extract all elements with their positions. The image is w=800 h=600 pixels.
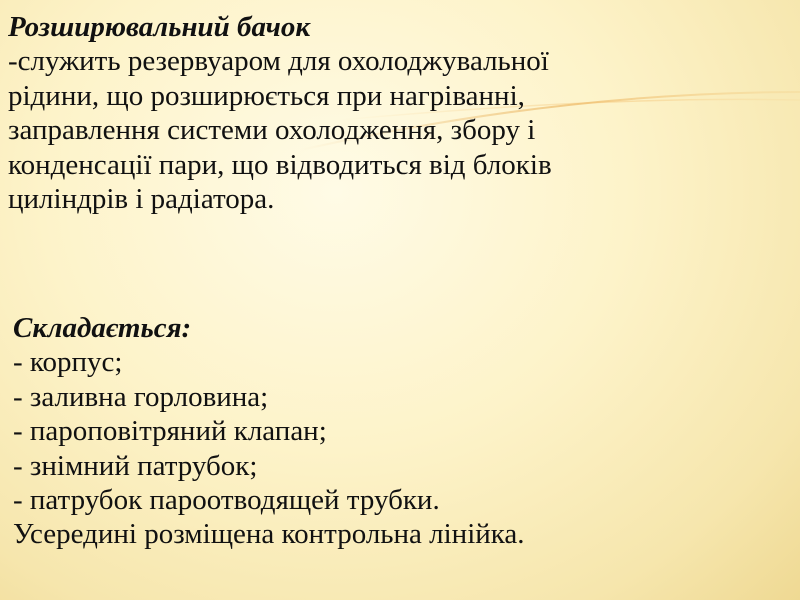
components-block [13,311,793,552]
description-line: заправлення системи охолодження, збору і [8,114,536,147]
list-item: - пароповітряний клапан; [13,415,327,448]
components-heading: Складається: [13,312,192,344]
description-line: циліндрів і радіатора. [8,183,275,216]
description-line: конденсації пари, що відводиться від блоків [8,148,552,181]
list-item: - корпус; [13,346,123,379]
description-line: -служить резервуаром для охолоджувальної [8,45,549,78]
footer-line: Усередині розміщена контрольна лінійка. [13,518,525,551]
description-block [8,10,788,216]
description-line: рідини, що розширюється при нагріванні, [8,79,525,112]
list-item: - патрубок пароотводящей трубки. [13,484,440,517]
list-item: - заливна горловина; [13,380,269,413]
list-item: - знімний патрубок; [13,449,258,482]
slide-title: Розширювальний бачок [8,11,311,43]
